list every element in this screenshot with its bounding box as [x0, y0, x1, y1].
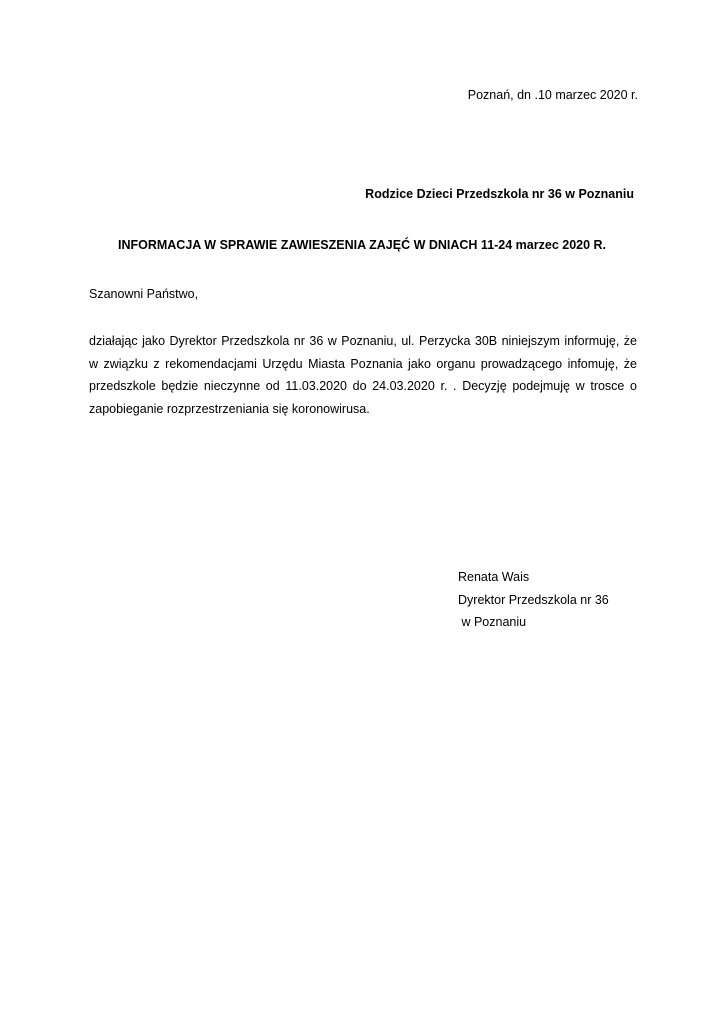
signature-name: Renata Wais: [458, 570, 530, 584]
body-line: w związku z rekomendacjami Urzędu Miasta Poznania jako organu prowadzącego infomuję, że: [89, 356, 637, 371]
letter-body: [89, 330, 637, 420]
salutation: Szanowni Państwo,: [89, 287, 199, 301]
date-line: Poznań, dn .10 marzec 2020 r.: [467, 88, 638, 102]
body-line: zapobieganie rozprzestrzeniania się koronowirusa.: [89, 401, 370, 416]
recipient-line: Rodzice Dzieci Przedszkola nr 36 w Poznaniu: [365, 187, 634, 201]
subject-heading: INFORMACJA W SPRAWIE ZAWIESZENIA ZAJĘĆ W DNIACH 11-24 marzec 2020 R.: [117, 238, 607, 252]
signature-city: w Poznaniu: [458, 615, 527, 629]
signature-title: Dyrektor Przedszkola nr 36: [458, 592, 609, 607]
body-line: przedszkole będzie nieczynne od 11.03.2020 do 24.03.2020 r. . Decyzję podejmuję w trosce o: [89, 379, 637, 393]
signature-block: [458, 566, 609, 634]
body-line: działając jako Dyrektor Przedszkola nr 36 w Poznaniu, ul. Perzycka 30B niniejszym informuję, że: [89, 334, 637, 348]
